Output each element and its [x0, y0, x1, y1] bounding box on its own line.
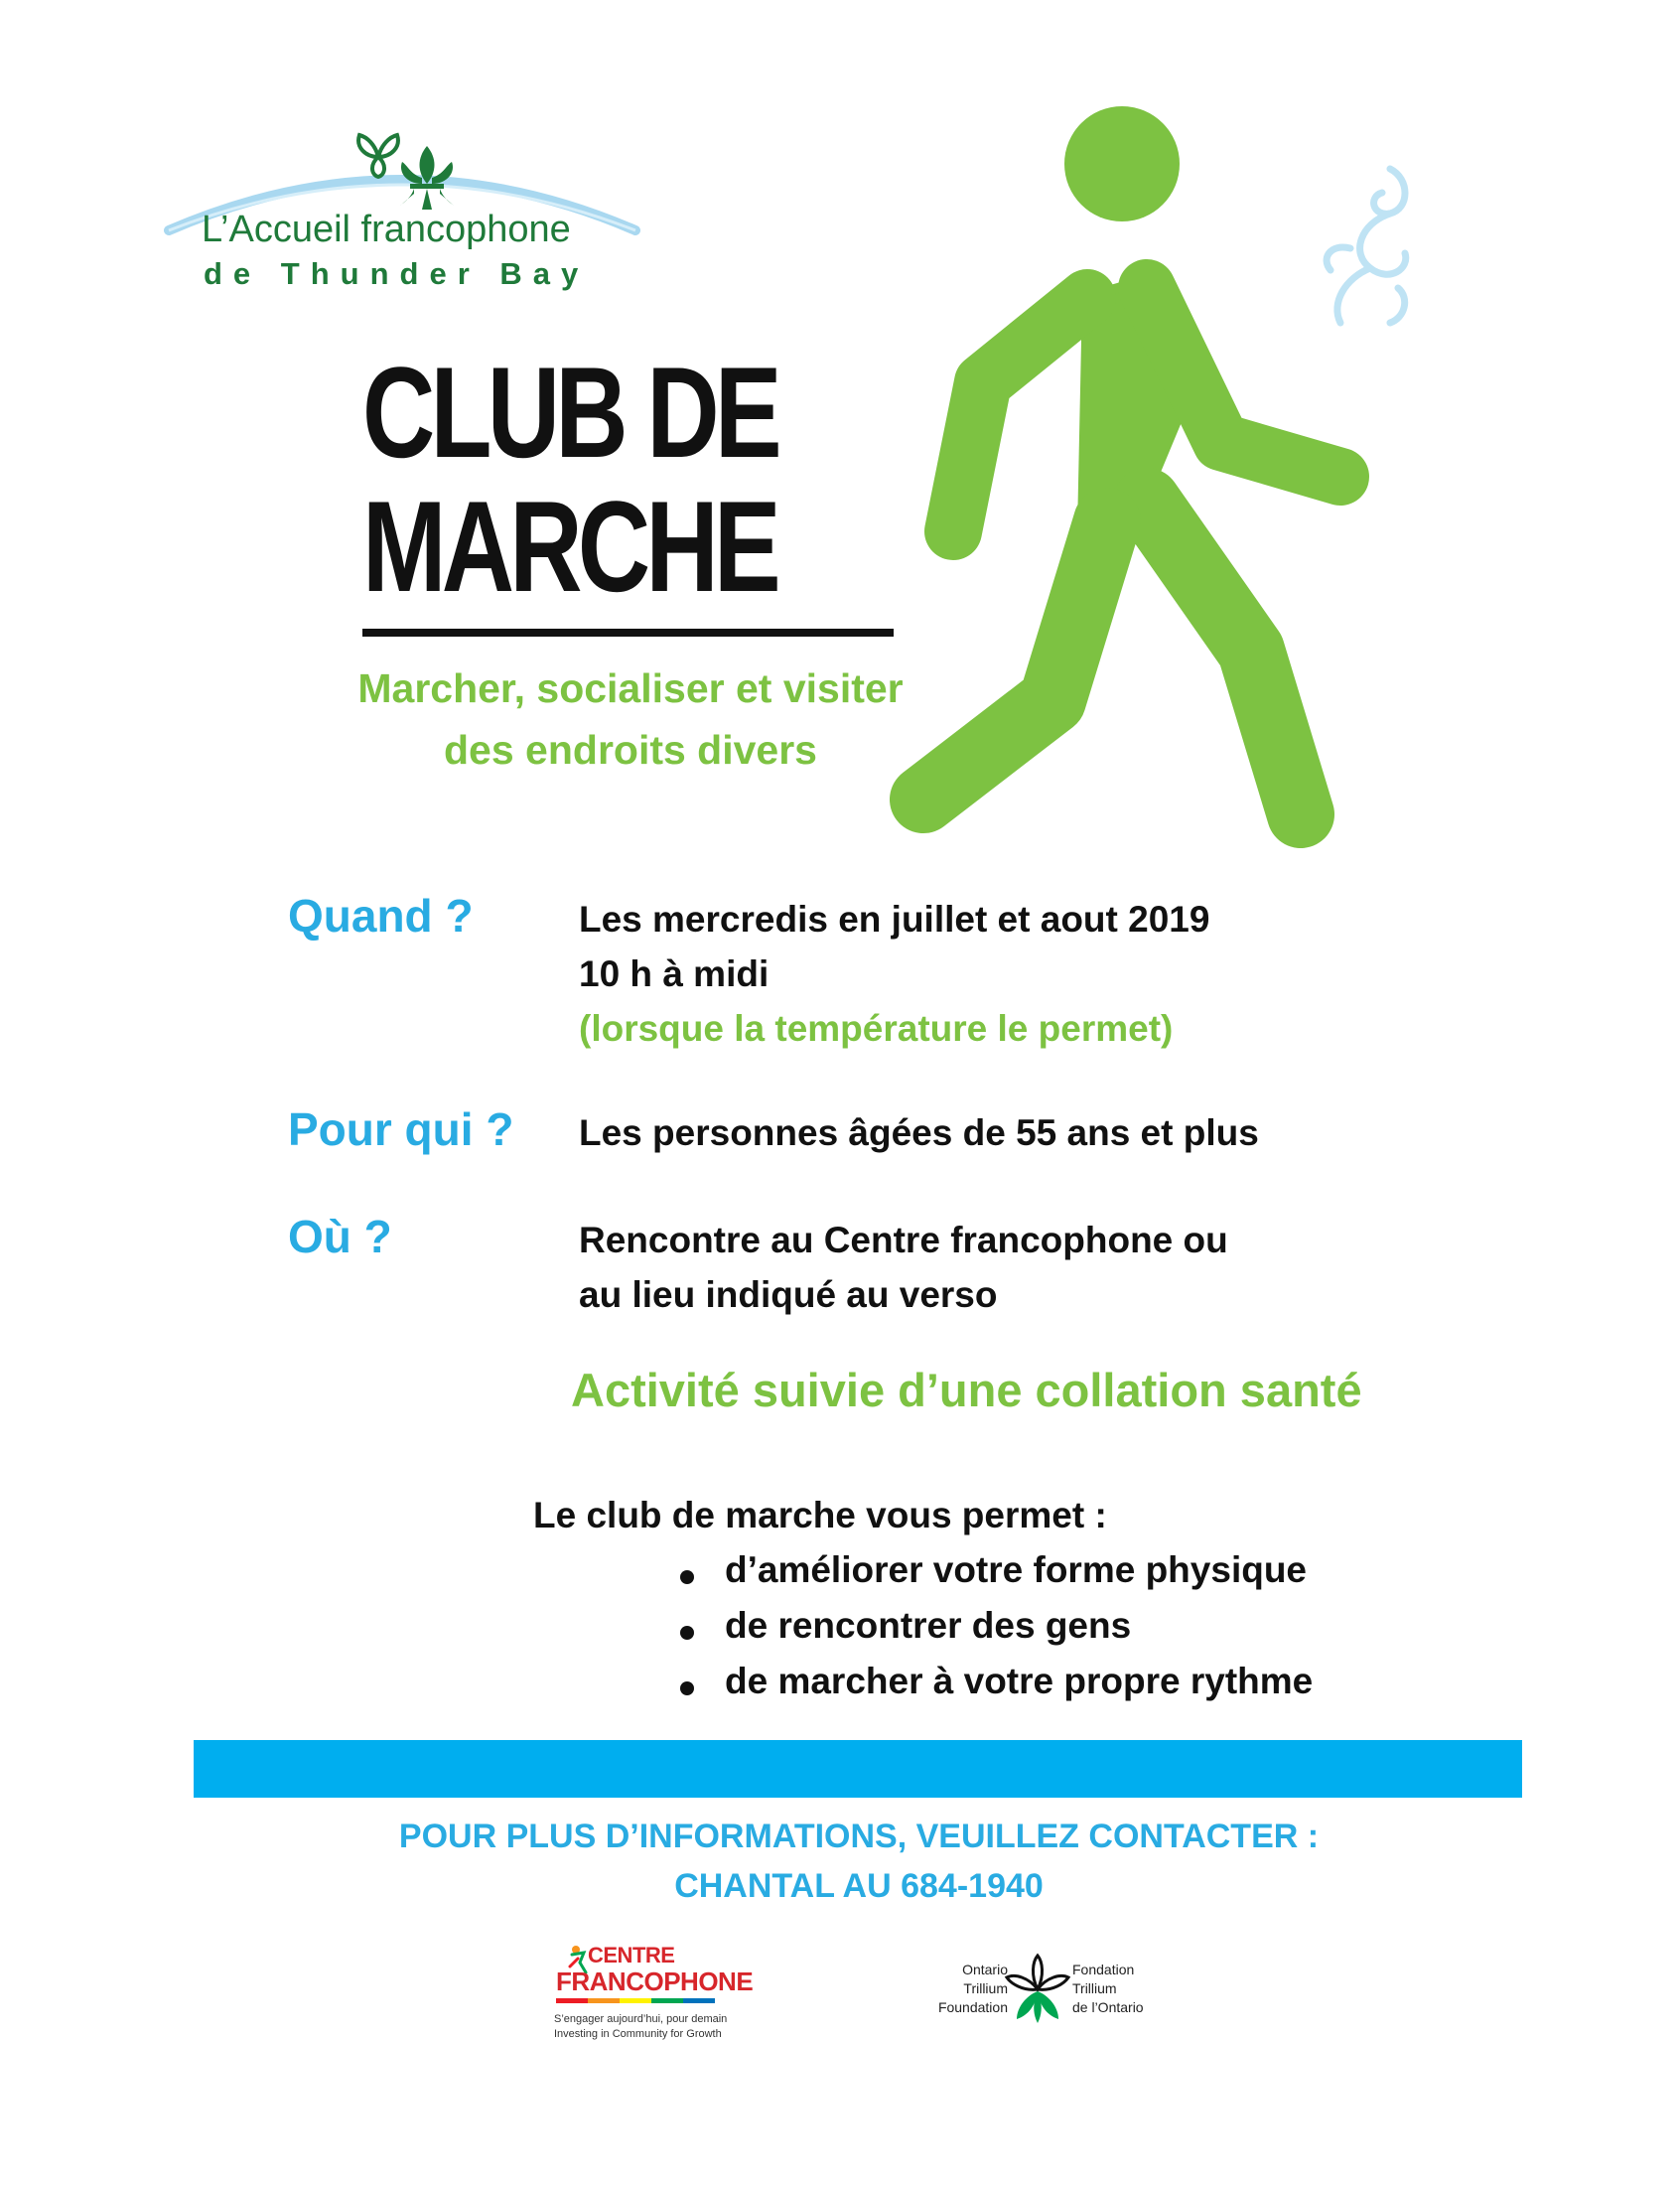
centre-francophone-line1: CENTRE — [588, 1943, 675, 1967]
who-audience: Les personnes âgées de 55 ans et plus — [579, 1112, 1259, 1153]
tagline-line1: Marcher, socialiser et visiter — [357, 665, 904, 711]
otf-fr-line3: de l’Ontario — [1072, 1999, 1144, 2015]
where-label: Où ? — [288, 1211, 392, 1262]
org-name-line1: L’Accueil francophone — [202, 209, 571, 250]
bullet-icon — [680, 1570, 694, 1584]
when-weather-note: (lorsque la température le permet) — [579, 1008, 1174, 1049]
contact-line2: CHANTAL AU 684-1940 — [674, 1867, 1044, 1905]
centre-francophone-line2: FRANCOPHONE — [556, 1966, 754, 1996]
bullet-icon — [680, 1626, 694, 1640]
tagline-line2: des endroits divers — [444, 727, 817, 773]
where-location-line2: au lieu indiqué au verso — [579, 1274, 998, 1315]
otf-en-line1: Ontario — [962, 1962, 1008, 1977]
fleur-de-lis-icon — [392, 144, 462, 214]
benefit-item: de rencontrer des gens — [725, 1605, 1132, 1646]
title-underline — [362, 629, 894, 637]
centre-francophone-tagline-fr: S’engager aujourd’hui, pour demain — [554, 2013, 728, 2025]
bullet-icon — [680, 1681, 694, 1695]
when-schedule: Les mercredis en juillet et aout 2019 — [579, 899, 1210, 940]
benefit-item: d’améliorer votre forme physique — [725, 1549, 1308, 1590]
centre-francophone-tagline-en: Investing in Community for Growth — [554, 2028, 722, 2040]
page-title-line1: CLUB DE — [362, 340, 777, 485]
when-label: Quand ? — [288, 890, 474, 942]
trillium-flower-icon — [1003, 1952, 1072, 2026]
otf-fr-line2: Trillium — [1072, 1980, 1117, 1996]
otf-name-en — [899, 1961, 1008, 2017]
centre-francophone-rainbow-bar — [556, 1998, 715, 2003]
divider-bar — [194, 1740, 1522, 1798]
contact-line1: POUR PLUS D’INFORMATIONS, VEUILLEZ CONTACTER : — [398, 1818, 1320, 1855]
walking-person-icon — [884, 104, 1380, 849]
where-location-line1: Rencontre au Centre francophone ou — [579, 1220, 1228, 1260]
otf-en-line3: Foundation — [937, 1999, 1008, 2015]
when-time: 10 h à midi — [579, 953, 770, 994]
swirl-ornament-icon — [1311, 159, 1430, 333]
org-name-line2: de Thunder Bay — [204, 256, 590, 291]
benefit-item: de marcher à votre propre rythme — [725, 1661, 1314, 1701]
otf-fr-line1: Fondation — [1072, 1962, 1135, 1977]
otf-en-line2: Trillium — [963, 1980, 1008, 1996]
otf-name-fr — [1072, 1961, 1211, 2017]
benefits-intro: Le club de marche vous permet : — [533, 1495, 1107, 1535]
page-title-line2: MARCHE — [362, 474, 776, 619]
who-label: Pour qui ? — [288, 1103, 514, 1155]
snack-note: Activité suivie d’une collation santé — [571, 1364, 1362, 1416]
